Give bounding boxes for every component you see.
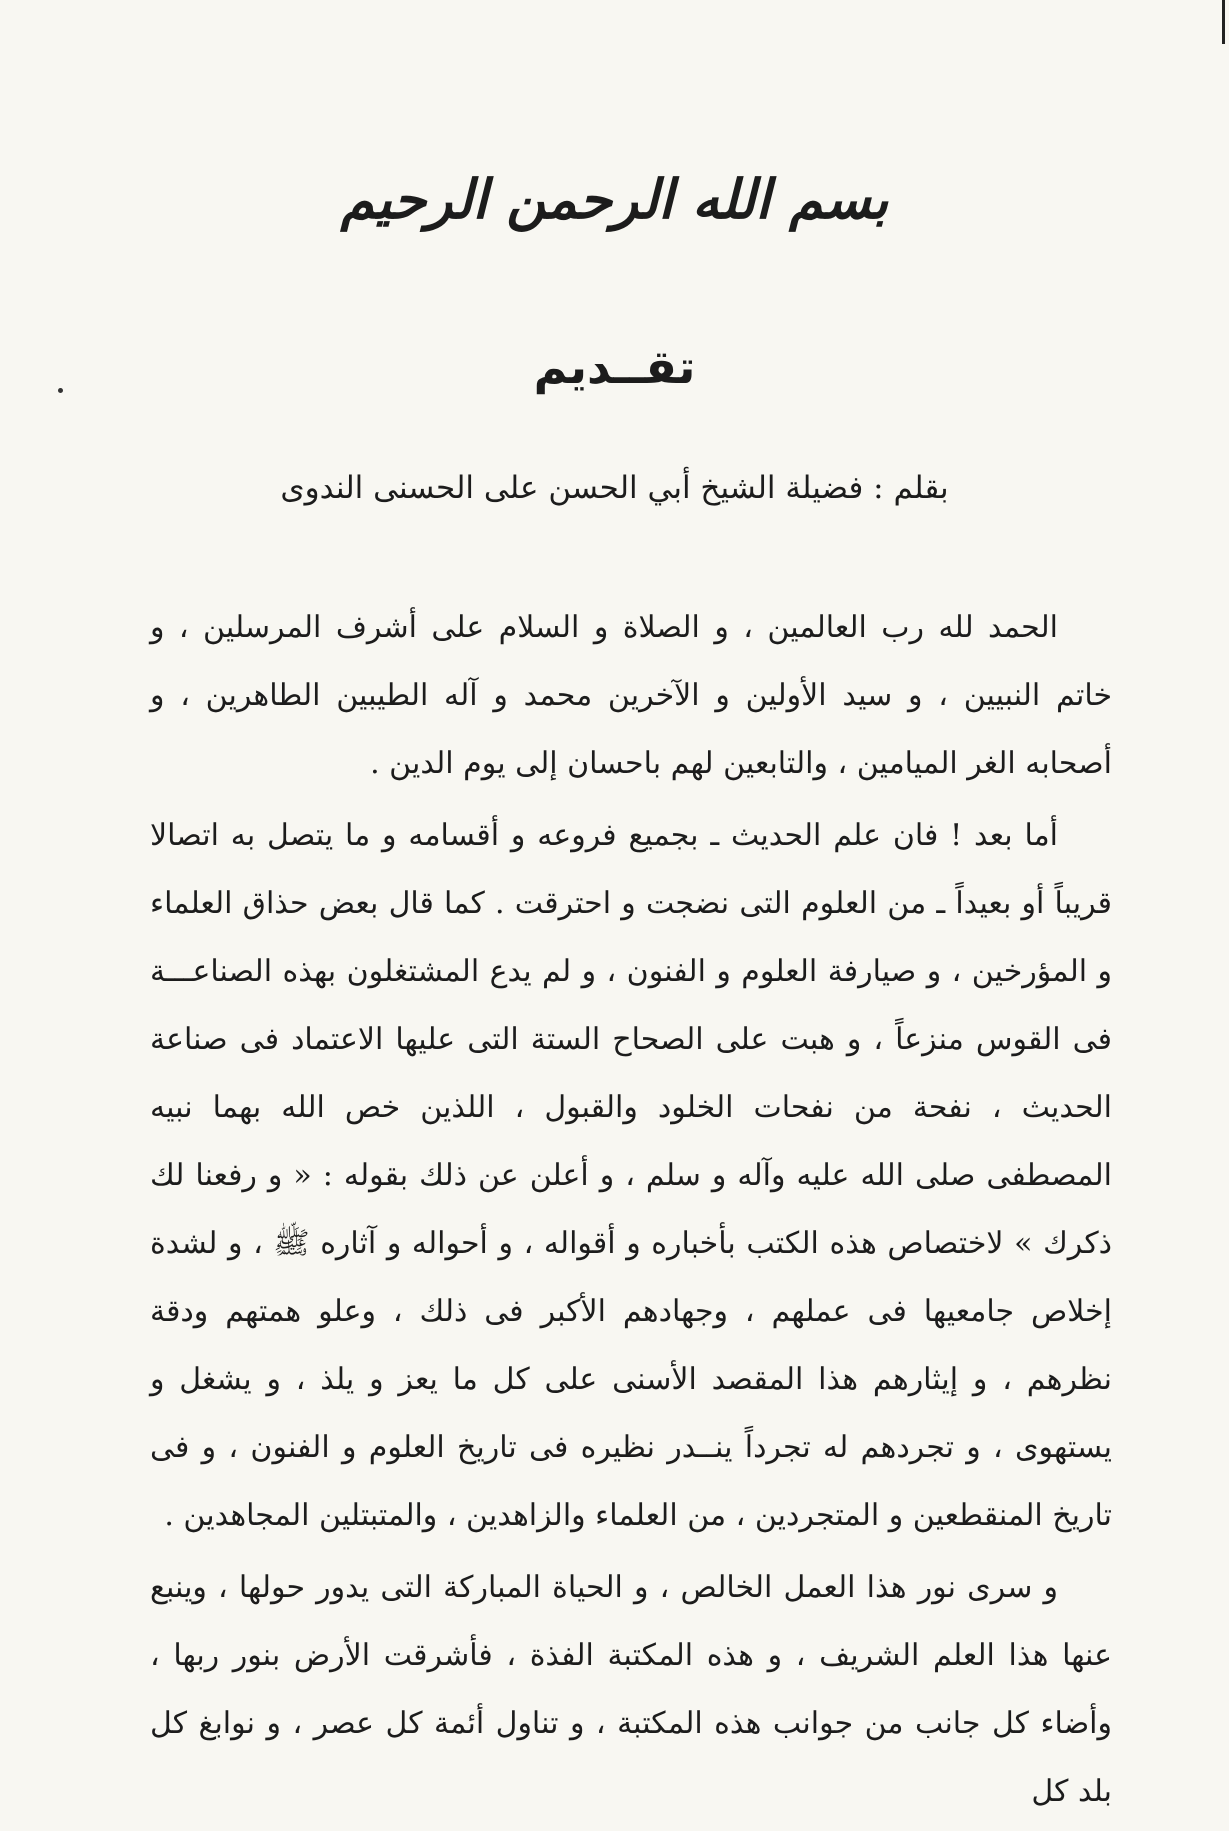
page-edge-mark [1222, 0, 1225, 44]
author-byline: بقلم : فضيلة الشيخ أبي الحسن على الحسنى الندوى [280, 470, 949, 506]
paragraph-hadith-science: أما بعد ! فان علم الحديث ـ بجميع فروعه و أقسامه و ما يتصل به اتصالا قريباً أو بعيداً ـ من العلوم التى نضجت و احترقت . كما قال بعض حذاق العلماء و المؤرخين ، و صيارفة العلوم و الفنون ، و لم يدع المشتغلون بهذه الصناعـــة فى القوس منزعاً ، و هبت على الصحاح الستة التى عليها الاعتماد فى صناعة الحديث ، نفحة من نفحات الخلود والقبول ، اللذين خص الله بهما نبيه المصطفى صلى الله عليه وآله و سلم ، و أعلن عن ذلك بقوله : « و رفعنا لك ذكرك » لاختصاص هذه الكتب بأخباره و أقواله ، و أحواله و آثاره ﷺ ، و لشدة إخلاص جامعيها فى عملهم ، وجهادهم الأكبر فى ذلك ، وعلو همتهم ودقة نظرهم ، و إيثارهم هذا المقصد الأسنى على كل ما يعز و يلذ ، و يشغل و يستهوى ، و تجردهم له تجرداً ينــدر نظيره فى تاريخ العلوم و الفنون ، و فى تاريخ المنقطعين و المتجردين ، من العلماء والزاهدين ، والمتبتلين المجاهدين . [150, 818, 1112, 1533]
paragraph-light-of-work: و سرى نور هذا العمل الخالص ، و الحياة المباركة التى يدور حولها ، وينبع عنها هذا العلم الشريف ، و هذه المكتبة الفذة ، فأشرقت الأرض بنور ربها ، وأضاء كل جانب من جوانب هذه المكتبة ، و تناول أئمة كل عصر ، و نوابغ كل بلد كل [150, 1570, 1112, 1809]
page-title: تقــديم [533, 340, 696, 394]
basmala-calligraphy: بسم الله الرحمن الرحيم [340, 168, 889, 231]
paragraph-opening-praise: الحمد لله رب العالمين ، و الصلاة و السلام على أشرف المرسلين ، و خاتم النبيين ، و سيد الأولين و الآخرين محمد و آله الطيبين الطاهرين ، و أصحابه الغر الميامين ، والتابعين لهم باحسان إلى يوم الدين . [150, 610, 1112, 781]
document-body [150, 594, 1112, 1830]
